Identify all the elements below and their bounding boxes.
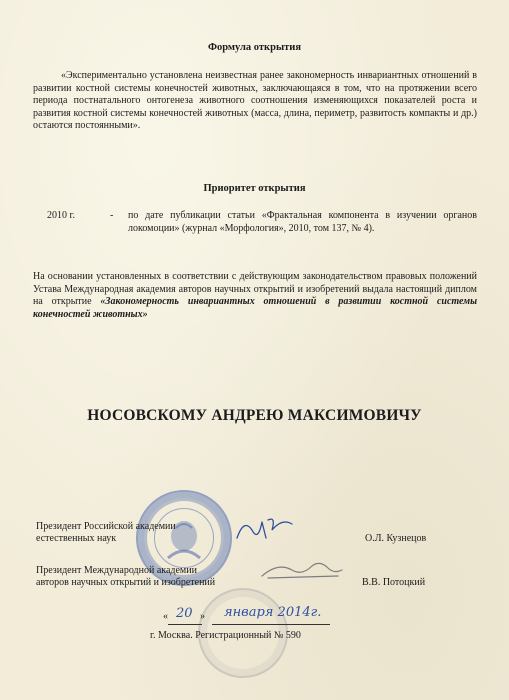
formula-heading: Формула открытия [207, 42, 302, 53]
signature-pototsky-icon [258, 556, 346, 586]
formula-text-content: «Экспериментально установлена неизвестная ранее закономерность инвариантных отношений в развитии костной системы конечностей животных, заключающаяся в том, что на протяжении всего периода постнатального онтогенеза животного соотношения изменяющихся показателей роста и развития костной системы конечностей животных (масса, длина, периметр, развитость компакты и др.) остаются постоянными». [33, 70, 477, 132]
date-open-quote: « [163, 611, 168, 622]
date-day: 20 [176, 606, 193, 621]
signer1-title-line2: естественных наук [36, 533, 117, 544]
basis-text-content: На основании установленных в соответствии с действующим законодательством правовых положений Устава Международная академия авторов научных открытий и изобретений выдала настоящий диплом на открытие [33, 271, 477, 308]
signer2-title-line2: авторов научных открытий и изобретений [36, 577, 216, 588]
priority-year: 2010 г. [47, 210, 75, 221]
priority-heading: Приоритет открытия [203, 183, 306, 194]
basis-text [33, 271, 477, 321]
date-month-year: января 2014г. [224, 605, 322, 620]
date-day-underline [168, 624, 202, 625]
signer2-name: В.В. Потоцкий [362, 577, 426, 588]
signer1-title-line1: Президент Российской академии [36, 521, 176, 532]
signer2-title-line1: Президент Международной академии [36, 565, 197, 576]
registration-line: г. Москва. Регистрационный № 590 [150, 630, 301, 641]
date-month-underline [212, 624, 330, 625]
signature-kuznetsov-icon [232, 508, 302, 546]
date-close-quote: » [200, 611, 205, 622]
priority-dash: - [110, 210, 114, 221]
recipient-name: НОСОВСКОМУ АНДРЕЮ МАКСИМОВИЧУ [87, 407, 422, 424]
priority-text: по дате публикации статьи «Фрактальная компонента в изучении органов локомоции» (журнал «Морфология», 2010, том 137, № 4). [128, 210, 477, 234]
discovery-title: «Закономерность инвариантных отношений в развитии костной системы конечностей животных» [33, 296, 478, 320]
signer1-name: О.Л. Кузнецов [365, 533, 427, 544]
formula-text [33, 70, 477, 133]
